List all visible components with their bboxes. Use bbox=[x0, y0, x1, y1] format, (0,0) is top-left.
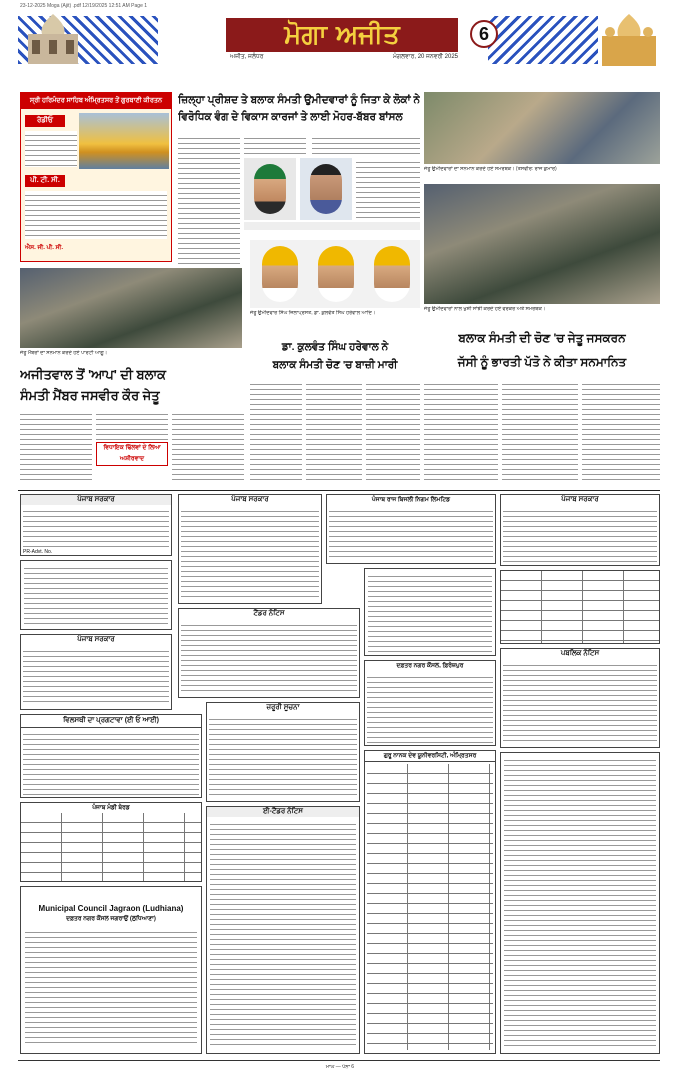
article-column bbox=[96, 410, 168, 440]
print-slug: 23-12-2025 Moga (Ajit) .pdf 12/19/2025 12:51 AM Page 1 bbox=[20, 3, 148, 9]
ad-pspcl bbox=[326, 494, 496, 564]
masthead-gurdwara-image-right bbox=[598, 12, 659, 68]
news-photo-left-group bbox=[20, 268, 242, 348]
ad-footer: ਐਸ. ਜੀ. ਪੀ. ਸੀ. bbox=[25, 245, 64, 251]
article-column bbox=[178, 134, 240, 274]
photo-caption: ਜੇਤੂ ਉਮੀਦਵਾਰ ਸਿੰਘ ਜਿਲਾਪ੍ਰਸਤ, ਡਾ. ਕੁਲਵੰਤ ਸਿੰਘ ਹਰੇਵਾਲ ਆਦਿ। bbox=[250, 310, 376, 316]
ad-tag-ptc: ਪੀ. ਟੀ. ਸੀ. bbox=[25, 175, 65, 187]
page-number: 6 bbox=[478, 24, 489, 44]
person-face bbox=[310, 164, 342, 214]
ad-title: ਪੰਜਾਬ ਸਰਕਾਰ bbox=[231, 496, 269, 503]
ad-urgent bbox=[206, 702, 360, 802]
article-column bbox=[366, 380, 420, 480]
portrait-row bbox=[250, 240, 420, 308]
page-number-badge bbox=[470, 20, 498, 48]
subhead-box bbox=[96, 442, 168, 466]
ad-title: ਜ਼ਰੂਰੀ ਸੂਚਨਾ bbox=[266, 704, 300, 711]
ad-title: ਟੈਂਡਰ ਨੋਟਿਸ bbox=[253, 610, 285, 617]
main-headline-line1: ਜ਼ਿਲ੍ਹਾ ਪ੍ਰੀਸ਼ਦ ਤੇ ਬਲਾਕ ਸੰਮਤੀ ਉਮੀਦਵਾਰਾਂ ਨੂੰ ਜਿਤਾ ਕੇ ਲੋਕਾਂ ਨੇ bbox=[178, 94, 420, 106]
portrait-photo bbox=[300, 158, 352, 220]
headline-kulwant-line1: ਡਾ. ਕੁਲਵੰਤ ਸਿੰਘ ਹਰੇਵਾਲ ਨੇ bbox=[281, 341, 389, 353]
ad-title: ਵਿਲਸਥੀ ਦਾ ਪ੍ਰਗਟਾਵਾ (ਈ ਓ ਆਈ) bbox=[21, 715, 201, 728]
article-column bbox=[356, 158, 420, 228]
ad-punjab-sarkar-2 bbox=[20, 634, 172, 710]
ad-table-right bbox=[500, 570, 660, 644]
ad-title: ਪਬਲਿਕ ਨੋਟਿਸ bbox=[560, 650, 600, 657]
ad-jagraon bbox=[20, 886, 202, 1054]
headline-jaswir-line2: ਸੰਮਤੀ ਮੈਂਬਰ ਜਸਵੀਰ ਕੌਰ ਜੇਤੂ bbox=[20, 388, 160, 403]
news-photo-right-group bbox=[424, 184, 660, 304]
news-photo-top-right bbox=[424, 92, 660, 164]
article-column bbox=[502, 380, 578, 480]
subhead-box-text: ਵਿਧਾਇਕ ਢਿੱਲਵਾਂ ਦੇ ਲਿਆ ਅਸ਼ੀਰਵਾਦ bbox=[103, 445, 161, 462]
ad-punjab-sarkar bbox=[20, 494, 172, 556]
ad-title: ਪੰਜਾਬ ਸਰਕਾਰ bbox=[21, 495, 171, 505]
ad-jagraon-subtitle: ਦਫ਼ਤਰ ਨਗਰ ਕੌਂਸਲ ਜਗਰਾਉਂ (ਲੁਧਿਆਣਾ) bbox=[66, 916, 156, 922]
article-column bbox=[172, 410, 244, 482]
masthead-title: ਮੋਗਾ ਅਜੀਤ bbox=[284, 20, 400, 50]
article-column bbox=[312, 134, 420, 154]
masthead bbox=[18, 12, 659, 68]
ad-nagar-council bbox=[364, 660, 496, 746]
ad-e-tender bbox=[206, 806, 360, 1054]
ad-jagraon-title: Municipal Council Jagraon (Ludhiana) bbox=[38, 904, 184, 913]
ad-tag-radio: ਰੇਡੀਓ bbox=[25, 115, 65, 127]
masthead-pattern-right bbox=[488, 16, 598, 64]
ad-title: ਦਫ਼ਤਰ ਨਗਰ ਕੌਂਸਲ, ਫ਼ਿਰੋਜ਼ਪੁਰ bbox=[396, 663, 464, 669]
headline-jaswir bbox=[20, 364, 245, 408]
article-column bbox=[424, 380, 498, 480]
photo-caption: ਜੇਤੂ ਉਮੀਦਵਾਰਾਂ ਨਾਲ ਖੁਸ਼ੀ ਸਾਂਝੀ ਕਰਦੇ ਹੋਏ ਵਰਕਰ ਅਤੇ ਸਮਰਥਕ। bbox=[424, 306, 546, 312]
person-face bbox=[254, 164, 286, 214]
ad-heading: ਸ੍ਰੀ ਹਰਿਮੰਦਰ ਸਾਹਿਬ ਅੰਮ੍ਰਿਤਸਰ ਤੋਂ ਗੁਰਬਾਣੀ ਕੀਰਤਨ bbox=[21, 93, 171, 109]
headline-jaskaran-line1: ਬਲਾਕ ਸੰਮਤੀ ਦੀ ਚੋਣ 'ਚ ਜੇਤੂ ਜਸਕਰਨ bbox=[458, 331, 626, 345]
ad-gurbani-kirtan bbox=[20, 92, 172, 262]
masthead-date: ਮੰਗਲਵਾਰ, 20 ਜਨਵਰੀ 2025 bbox=[392, 54, 458, 60]
footer-text: ਮਾਘ — ਪੰਨਾ 6 bbox=[325, 1064, 355, 1070]
photo-caption: ਜੇਤੂ ਉਮੀਦਵਾਰਾਂ ਦਾ ਸਨਮਾਨ ਕਰਦੇ ਹੋਏ ਸਮਰਥਕ। (ਤਸਵੀਰ: ਰਾਜ ਕੁਮਾਰ) bbox=[424, 166, 557, 172]
ad-vilasta bbox=[20, 714, 202, 798]
person-face bbox=[374, 246, 410, 302]
ad-title: ਗੁਰੂ ਨਾਨਕ ਦੇਵ ਯੂਨੀਵਰਸਿਟੀ, ਅੰਮ੍ਰਿਤਸਰ bbox=[365, 751, 495, 762]
ad-notice-long bbox=[500, 752, 660, 1054]
article-column bbox=[306, 380, 362, 480]
headline-jaskaran-line2: ਜੱਸੀ ਨੂੰ ਭਾਰਤੀ ਪੱਤੋ ਨੇ ਕੀਤਾ ਸਨਮਾਨਿਤ bbox=[457, 355, 627, 369]
main-headline bbox=[178, 92, 420, 130]
ad-mandi-board-table bbox=[20, 802, 202, 882]
ad-punjab-sarkar-nagar bbox=[178, 494, 322, 604]
gurdwara-icon bbox=[598, 12, 659, 68]
section-divider bbox=[18, 490, 660, 491]
ad-title: ਪੰਜਾਬ ਸਰਕਾਰ bbox=[561, 496, 599, 503]
portrait-caption bbox=[244, 222, 420, 230]
masthead-subtitle: ਅਜੀਤ, ਜਲੰਧਰ bbox=[230, 54, 264, 60]
article-column bbox=[250, 380, 302, 480]
headline-jaskaran bbox=[424, 326, 660, 376]
golden-temple-photo bbox=[79, 113, 169, 169]
ad-title: ਪੰਜਾਬ ਸਰਕਾਰ bbox=[77, 636, 115, 643]
masthead-gurdwara-image-left bbox=[18, 12, 88, 68]
photo-caption: ਜੇਤੂ ਮੈਂਬਰਾਂ ਦਾ ਸਨਮਾਨ ਕਰਦੇ ਹੋਏ ਪਾਰਟੀ ਆਗੂ। bbox=[20, 350, 108, 356]
ad-title: ਪੰਜਾਬ ਮੰਡੀ ਬੋਰਡ bbox=[21, 803, 201, 813]
person-face bbox=[262, 246, 298, 302]
ad-title: ਈ-ਟੈਂਡਰ ਨੋਟਿਸ bbox=[207, 807, 359, 817]
ad-public-notice bbox=[500, 648, 660, 748]
ad-body bbox=[25, 191, 167, 239]
gurdwara-icon bbox=[18, 12, 88, 68]
ad-title: ਪੰਜਾਬ ਰਾਜ ਬਿਜਲੀ ਨਿਗਮ ਲਿਮਟਿਡ bbox=[371, 497, 451, 503]
article-column bbox=[244, 134, 306, 154]
ad-nagar-nigam bbox=[20, 560, 172, 630]
footer-rule bbox=[18, 1060, 660, 1061]
ad-tender-notice bbox=[178, 608, 360, 698]
portrait-photo bbox=[244, 158, 296, 220]
ad-advt-number: PR-Advt. No. bbox=[23, 549, 53, 555]
main-headline-line2: ਵਿਰੋਧਿਕ ਵੰਗ ਦੇ ਵਿਕਾਸ ਕਾਰਜਾਂ ਤੇ ਲਾਈ ਮੋਹਰ-ਬੱਬਰ ਬਾਂਸਲ bbox=[178, 111, 403, 123]
headline-kulwant-line2: ਬਲਾਕ ਸੰਮਤੀ ਚੋਣ 'ਚ ਬਾਜ਼ੀ ਮਾਰੀ bbox=[272, 359, 398, 371]
person-face bbox=[318, 246, 354, 302]
headline-jaswir-line1: ਅਜੀਤਵਾਲ ਤੋਂ 'ਆਪ' ਦੀ ਬਲਾਕ bbox=[20, 367, 167, 382]
article-column bbox=[582, 380, 660, 480]
ad-gndu-tender bbox=[364, 750, 496, 1054]
ad-punjab-sarkar-right bbox=[500, 494, 660, 566]
ad-bharti-suchna bbox=[364, 568, 496, 656]
article-column bbox=[20, 410, 92, 482]
ad-text bbox=[25, 131, 77, 167]
headline-kulwant bbox=[250, 338, 420, 378]
